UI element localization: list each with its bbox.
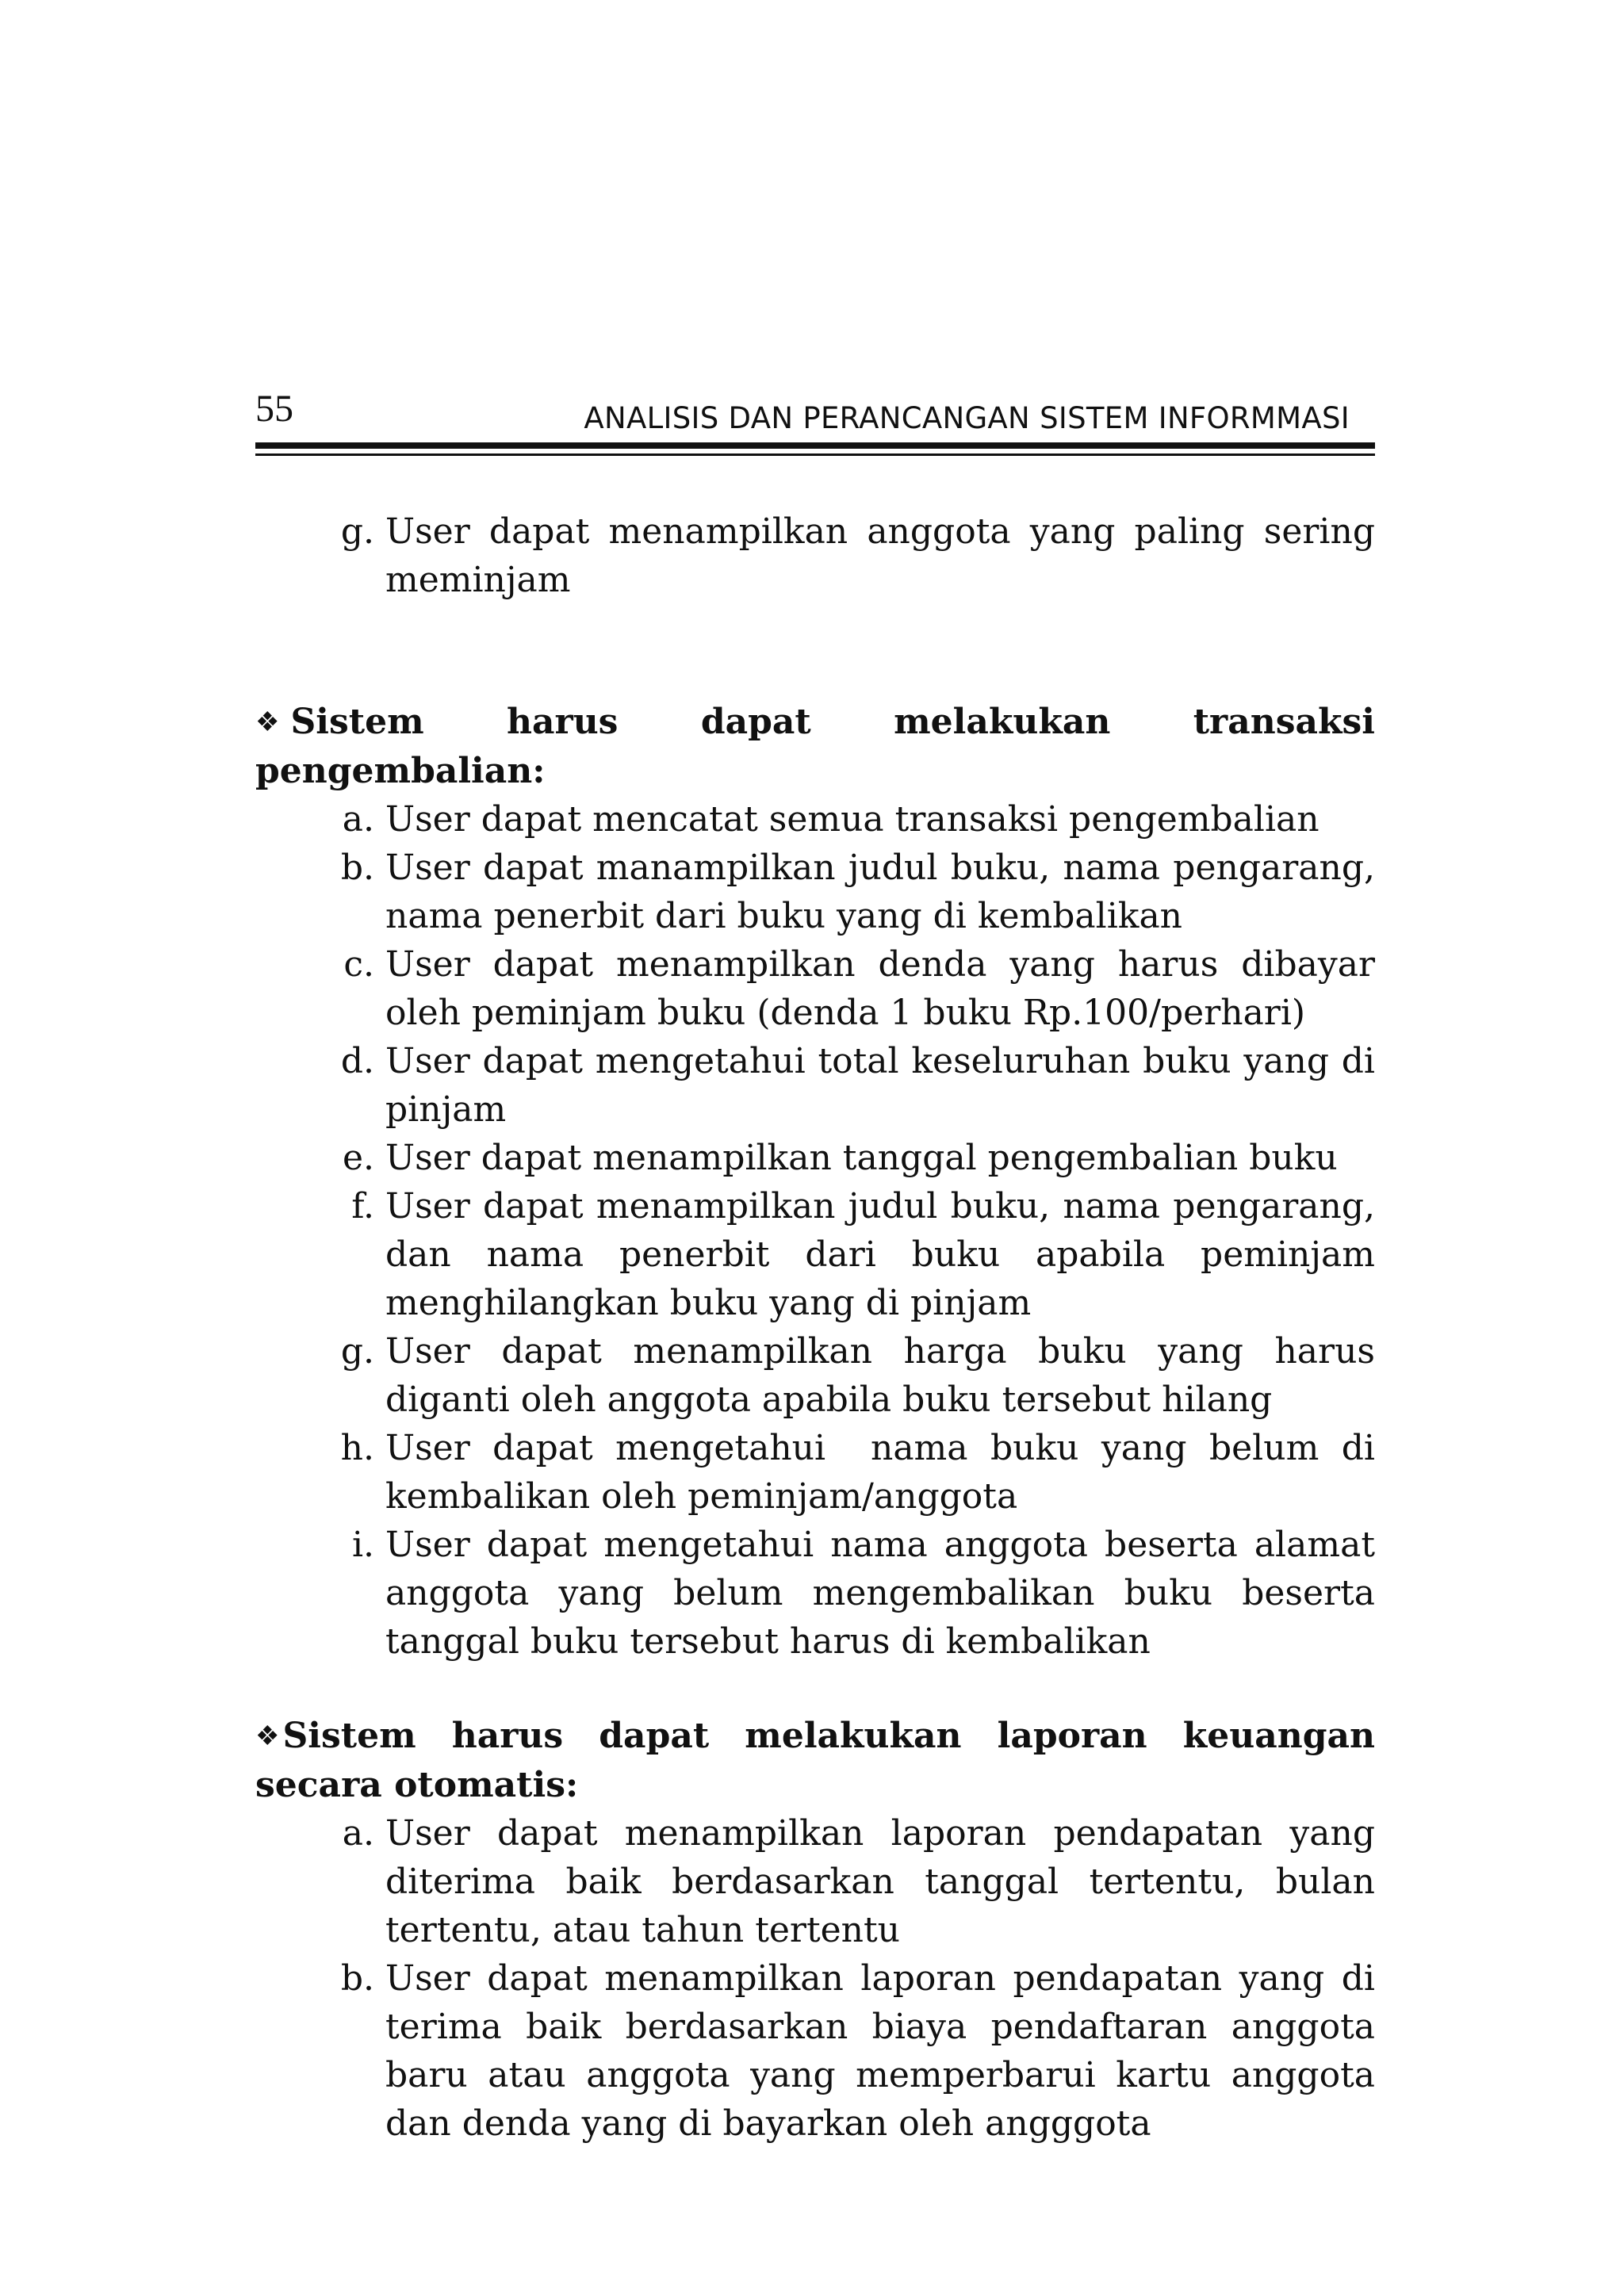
list-marker: f. [351, 1186, 374, 1226]
list-marker: a. [342, 799, 374, 840]
list-item [255, 844, 1375, 940]
diamond-four-icon: ❖ [255, 1720, 280, 1752]
list-item-text: User dapat menampilkan denda yang harus dibayar oleh peminjam buku (denda 1 buku Rp.100/perhari) [385, 944, 1375, 1033]
spacer [255, 1666, 1375, 1712]
list-item [255, 795, 1375, 844]
list-item [255, 1954, 1375, 2148]
list-item-text: User dapat menampilkan anggota yang paling sering meminjam [385, 511, 1375, 600]
continued-list [255, 507, 1375, 604]
list-item-text: User dapat mengetahui total keseluruhan buku yang di pinjam [385, 1041, 1375, 1130]
list-marker: b. [340, 1958, 374, 1999]
list-marker: g. [340, 1331, 374, 1372]
list-item-text: User dapat menampilkan laporan pendapatan yang di terima baik berdasarkan biaya pendaftaran anggota baru atau anggota yang memperbarui kartu anggota dan denda yang di bayarkan oleh angggota [385, 1958, 1375, 2144]
list-item [255, 1521, 1375, 1666]
section-heading-text: Sistem harus dapat melakukan transaksi pengembalian: [255, 702, 1375, 791]
section-financial-reports [255, 1712, 1375, 2148]
list-marker: a. [342, 1813, 374, 1854]
section-return-transactions [255, 698, 1386, 1666]
page-header [255, 381, 1375, 460]
list-marker: h. [340, 1428, 374, 1468]
list-marker: b. [340, 848, 374, 888]
list-item-text: User dapat mencatat semua transaksi pengembalian [385, 799, 1320, 840]
page-number: 55 [255, 388, 293, 430]
list-item-text: User dapat menampilkan harga buku yang harus diganti oleh anggota apabila buku tersebut hilang [385, 1331, 1375, 1420]
list-marker: e. [342, 1138, 374, 1178]
list-item [255, 1809, 1375, 1954]
header-rule-thin [255, 453, 1375, 456]
list-marker: c. [343, 944, 374, 985]
list-item-text: User dapat menampilkan judul buku, nama pengarang, dan nama penerbit dari buku apabila peminjam menghilangkan buku yang di pinjam [385, 1186, 1375, 1323]
list-item [255, 940, 1375, 1037]
section-heading-text: Sistem harus dapat melakukan laporan keuangan secara otomatis: [255, 1716, 1375, 1805]
list-item-text: User dapat mengetahui nama anggota beserta alamat anggota yang belum mengembalikan buku beserta tanggal buku tersebut harus di kembalikan [385, 1525, 1375, 1662]
section-heading [255, 1712, 1375, 1809]
list-item-text: User dapat menampilkan tanggal pengembalian buku [385, 1138, 1338, 1178]
finance-requirements-list [255, 1809, 1375, 2148]
spacer [255, 604, 1375, 698]
diamond-four-icon: ❖ [255, 706, 280, 738]
list-item-text: User dapat menampilkan laporan pendapatan yang diterima baik berdasarkan tanggal tertentu, bulan tertentu, atau tahun tertentu [385, 1813, 1375, 1950]
header-rule-thick [255, 442, 1375, 449]
list-item [255, 1134, 1375, 1182]
list-item [255, 1327, 1375, 1424]
list-marker: d. [340, 1041, 374, 1081]
list-item [255, 1182, 1375, 1327]
page-body [255, 507, 1386, 2148]
list-item-text: User dapat mengetahui nama buku yang belum di kembalikan oleh peminjam/anggota [385, 1428, 1386, 1517]
list-marker: i. [351, 1525, 374, 1565]
list-marker: g. [340, 511, 374, 552]
list-item-text: User dapat manampilkan judul buku, nama pengarang, nama penerbit dari buku yang di kembalikan [385, 848, 1375, 936]
running-title: ANALISIS DAN PERANCANGAN SISTEM INFORMMASI [584, 401, 1350, 435]
list-item [255, 507, 1375, 604]
list-item [255, 1424, 1386, 1521]
return-requirements-list [255, 795, 1386, 1666]
section-heading [255, 698, 1375, 795]
list-item [255, 1037, 1375, 1134]
